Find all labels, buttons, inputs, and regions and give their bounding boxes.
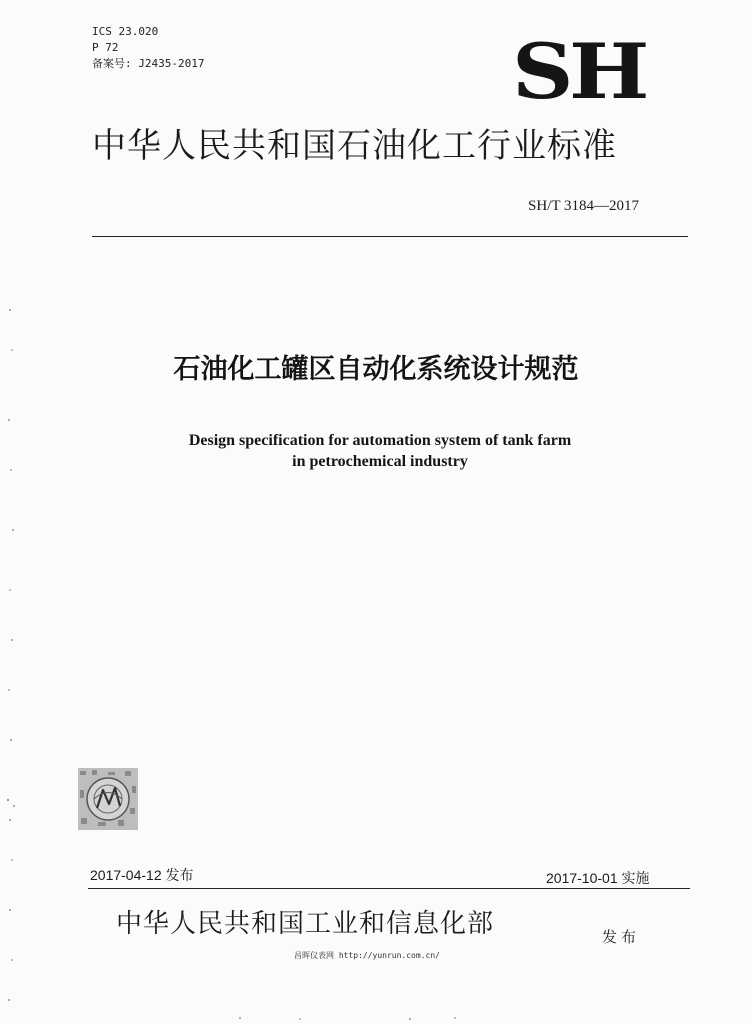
watermark-note: 昌晖仪表网 http://yunrun.com.cn/ xyxy=(294,951,440,960)
anti-counterfeit-seal-icon xyxy=(78,768,138,830)
publisher: 中华人民共和国工业和信息化部 xyxy=(116,909,495,939)
header-divider xyxy=(92,236,688,237)
class-code: P 72 xyxy=(92,41,119,54)
ics-code: ICS 23.020 xyxy=(92,25,159,38)
english-title-line-2: in petrochemical industry xyxy=(292,453,468,470)
record-number: 备案号: J2435-2017 xyxy=(92,57,205,70)
english-title-line-1: Design specification for automation system of tank farm xyxy=(188,432,572,449)
footer-divider xyxy=(88,888,690,889)
issue-date: 2017-04-12 发布 xyxy=(90,867,194,883)
implement-date: 2017-10-01 实施 xyxy=(546,870,650,886)
standard-code: SH/T 3184—2017 xyxy=(528,198,639,214)
publish-label: 发布 xyxy=(602,928,641,946)
document-title-chinese: 石油化工罐区自动化系统设计规范 xyxy=(173,354,579,385)
standard-title: 中华人民共和国石油化工行业标准 xyxy=(92,126,617,166)
document-title-english xyxy=(160,430,600,472)
sh-logo: SH xyxy=(512,27,645,116)
